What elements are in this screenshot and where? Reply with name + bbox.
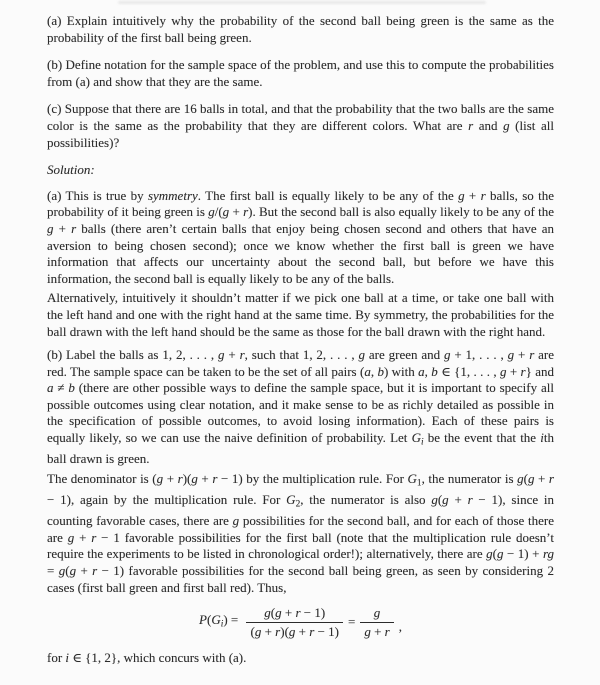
page-edge-artifact bbox=[118, 1, 486, 4]
solution-heading: Solution: bbox=[47, 162, 95, 178]
formula-lhs: $P(G_i)$ = bbox=[199, 612, 242, 630]
solution-b-paragraph-2: The denominator is (g + r)(g + r − 1) by the multiplication rule. For $G_1$, the numerator is g(g + r − 1), again by the multiplication rule. For $G_2$, the numerator is also g(g + r − 1), since in counting favorable cases, there are g possibilities for the second ball, and for each of those there are g + r − 1 favorable possibilities for the first ball (note that the multiplication rule doesn’t require the experiments to be listed in chronological order!); alternatively, there are g(g − 1) + rg = g(g + r − 1) favorable possibilities for the second ball being green, as seen by considering 2 cases (first ball green and first ball red). Thus, bbox=[47, 470, 555, 595]
closing-line: for i ∈ {1, 2}, which concurs with (a). bbox=[47, 650, 247, 666]
formula-fraction-1 bbox=[246, 605, 343, 640]
solution-a-paragraph-1: (a) This is true by symmetry. The first ball is equally likely to be any of the g + r balls, so the probability of it being green is g/(g + r). But the second ball is also equally likely to be any of the g + r balls (there aren’t certain balls that enjoy being chosen second and others that have an aversion to being chosen second); once we know whether the first ball is green we have information that affects our uncertainty about the second ball, but before we have this information, the second ball is equally likely to be any of the balls. bbox=[47, 187, 554, 286]
formula-comma: , bbox=[398, 619, 402, 635]
solution-b-paragraph-1: (b) Label the balls as 1, 2, . . . , g + r, such that 1, 2, . . . , g are green and g + 1, . . . , g + r are red. The sample space can be taken to be the set of all pairs (a, b) with a, b ∈ {1, . . . , g + r} and a ≠ b (there are other possible ways to define the sample space, but it is important to specify all possible outcomes using clear notation, and it make sense to be as richly detailed as possible in the specification of possible outcomes, to avoid losing information). Each of these pairs is equally likely, so we can use the naive definition of probability. Let $G_i$ be the event that the ith ball drawn is green. bbox=[47, 347, 554, 467]
question-a: (a) Explain intuitively why the probability of the second ball being green is the same as the probability of the first ball being green. bbox=[47, 13, 554, 45]
fraction-2-numerator: g bbox=[373, 605, 381, 621]
fraction-1-denominator: (g + r)(g + r − 1) bbox=[246, 622, 343, 640]
text-block bbox=[47, 13, 554, 667]
solution-a-paragraph-2: Alternatively, intuitively it shouldn’t matter if we pick one ball at a time, or take one ball with the left hand and one with the right hand at the same time. By symmetry, the probabilities for the ball drawn with the left hand should be the same as those for the ball drawn with the right hand. bbox=[47, 290, 554, 339]
formula-equals: = bbox=[347, 614, 356, 630]
fraction-1-numerator: g(g + r − 1) bbox=[264, 605, 326, 621]
formula-fraction-2 bbox=[360, 605, 393, 640]
fraction-2-denominator: g + r bbox=[360, 622, 393, 640]
probability-formula bbox=[47, 605, 554, 640]
question-c: (c) Suppose that there are 16 balls in total, and that the probability that the two balls are the same color is the same as the probability that they are different colors. What are r and g (list all possibilities)? bbox=[47, 101, 554, 150]
question-b: (b) Define notation for the sample space of the problem, and use this to compute the probabilities from (a) and show that they are the same. bbox=[47, 57, 554, 89]
